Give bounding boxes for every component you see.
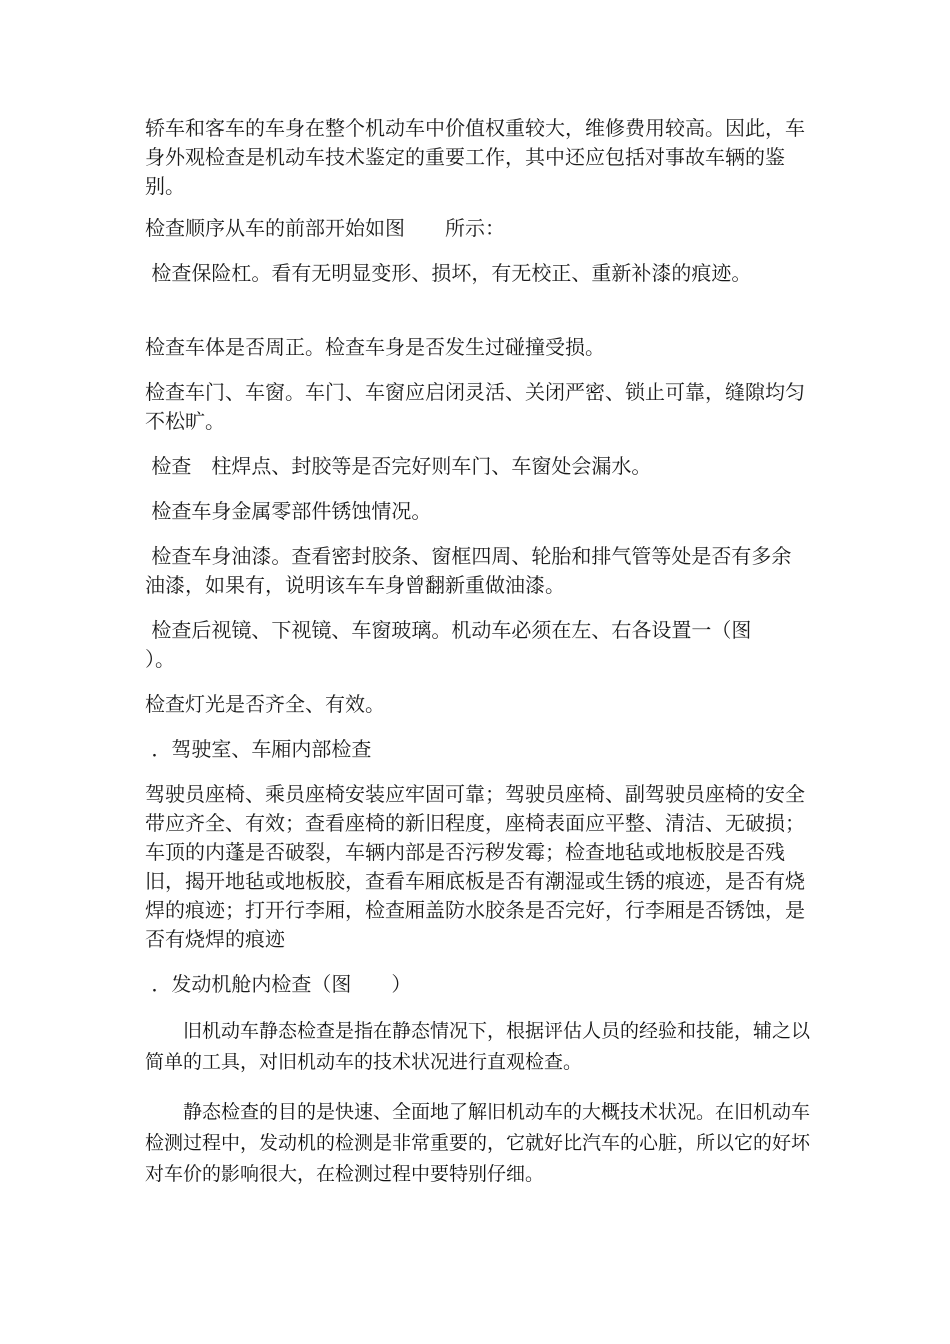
paragraph-mirrors-glass: 检查后视镜、下视镜、车窗玻璃。机动车必须在左、右各设置一（图 ）。 xyxy=(145,618,792,671)
section-heading-cabin: ．驾驶室、车厢内部检查 xyxy=(145,737,372,761)
paragraph-static-inspection-definition: 旧机动车静态检查是指在静态情况下，根据评估人员的经验和技能，辅之以简单的工具，对旧机动车的技术状况进行直观检查。 xyxy=(145,1020,811,1073)
paragraph-body-alignment: 检查车体是否周正。检查车身是否发生过碰撞受损。 xyxy=(145,335,605,359)
paragraph-body-intro: 轿车和客车的车身在整个机动车中价值权重较大，维修费用较高。因此，车身外观检查是机动车技术鉴定的重要工作，其中还应包括对事故车辆的鉴别。 xyxy=(145,116,805,198)
paragraph-check-order: 检查顺序从车的前部开始如图 所示： xyxy=(145,216,505,240)
paragraph-cabin-interior: 驾驶员座椅、乘员座椅安装应牢固可靠；驾驶员座椅、副驾驶员座椅的安全带应齐全、有效；查看座椅的新旧程度，座椅表面应平整、清洁、无破损；车顶的内蓬是否破裂，车辆内部是否污秽发霉；检查地毡或地板胶是否残旧，揭开地毡或地板胶，查看车厢底板是否有潮湿或生锈的痕迹，是否有烧焊的痕迹；打开行李厢，检查厢盖防水胶条是否完好，行李厢是否锈蚀，是否有烧焊的痕迹 xyxy=(145,782,805,951)
paragraph-doors-windows: 检查车门、车窗。车门、车窗应启闭灵活、关闭严密、锁止可靠，缝隙均匀不松旷。 xyxy=(145,380,805,433)
paragraph-static-inspection-purpose: 静态检查的目的是快速、全面地了解旧机动车的大概技术状况。在旧机动车检测过程中，发动机的检测是非常重要的，它就好比汽车的心脏，所以它的好坏对车价的影响很大，在检测过程中要特别仔细。 xyxy=(145,1101,811,1185)
paragraph-bumper-check: 检查保险杠。看有无明显变形、损坏，有无校正、重新补漆的痕迹。 xyxy=(145,261,752,285)
paragraph-paint-check: 检查车身油漆。查看密封胶条、窗框四周、轮胎和排气管等处是否有多余油漆，如果有，说明该车车身曾翻新重做油漆。 xyxy=(145,544,792,597)
paragraph-lights-check: 检查灯光是否齐全、有效。 xyxy=(145,692,385,716)
paragraph-pillar-welds: 检查 柱焊点、封胶等是否完好则车门、车窗处会漏水。 xyxy=(145,454,652,478)
paragraph-metal-corrosion: 检查车身金属零部件锈蚀情况。 xyxy=(145,499,432,523)
section-heading-engine-bay: ．发动机舱内检查（图 ） xyxy=(145,972,412,996)
